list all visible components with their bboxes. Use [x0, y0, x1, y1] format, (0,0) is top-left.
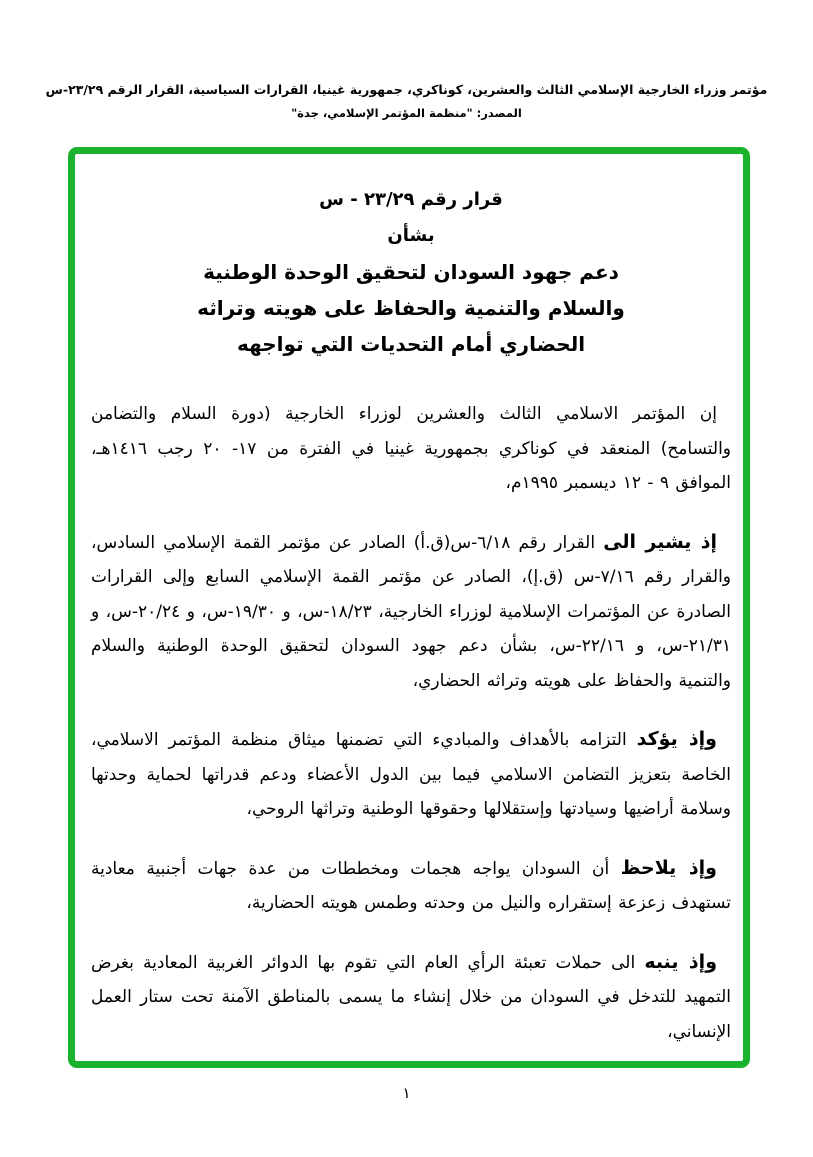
resolution-content	[75, 154, 743, 1049]
resolution-body	[91, 396, 731, 1049]
page-number: ١	[402, 1084, 411, 1102]
resolution-title-line-1: دعم جهود السودان لتحقيق الوحدة الوطنية	[203, 260, 619, 284]
resolution-title-block	[91, 182, 731, 362]
resolution-paragraph	[91, 525, 731, 699]
paragraph-lead: وإذ يؤكد	[636, 728, 717, 750]
resolution-border-box	[68, 147, 750, 1068]
resolution-paragraph	[91, 945, 731, 1050]
resolution-number-line: قرار رقم ٢٣/٢٩ - س	[319, 189, 503, 210]
paragraph-text: إن المؤتمر الاسلامي الثالث والعشرين لوزراء الخارجية (دورة السلام والتضامن والتسامح) المنعقد في كوناكري بجمهورية غينيا في الفترة من ١٧- ٢٠ رجب ١٤١٦هـ، الموافق ٩ - ١٢ ديسمبر ١٩٩٥م،	[91, 404, 731, 493]
header-citation-line: مؤتمر وزراء الخارجية الإسلامي الثالث والعشرين، كوناكري، جمهورية غينيا، القرارات السياسية، القرار الرقم ٢٣/٢٩-س	[45, 82, 768, 97]
resolution-title-line-2: والسلام والتنمية والحفاظ على هويته وتراثه	[197, 296, 625, 320]
paragraph-lead: إذ يشير الى	[603, 530, 718, 553]
paragraph-text: الى حملات تعبئة الرأي العام التي تقوم بها الدوائر الغربية المعادية بغرض التمهيد للتدخل في السودان من خلال إنشاء ما يسمى بالمناطق الآمنة تحت ستار العمل الإنساني،	[91, 952, 731, 1042]
paragraph-text: أن السودان يواجه هجمات ومخططات من عدة جهات أجنبية معادية تستهدف زعزعة إستقراره والنيل من وحدته وطمس هويته الحضارية،	[91, 858, 731, 913]
resolution-paragraph	[91, 396, 731, 501]
resolution-paragraph	[91, 722, 731, 827]
paragraph-lead: وإذ يلاحظ	[620, 856, 717, 879]
paragraph-lead: وإذ ينبه	[644, 950, 718, 973]
header-source-line: المصدر: "منظمة المؤتمر الإسلامي، جدة"	[291, 106, 522, 120]
resolution-title-line-3: الحضاري أمام التحديات التي تواجهه	[236, 332, 586, 356]
document-header	[40, 82, 773, 121]
paragraph-text: القرار رقم ٦/١٨-س(ق.أ) الصادر عن مؤتمر القمة الإسلامي السادس، والقرار رقم ٧/١٦-س (ق.إ)، الصادر عن مؤتمر القمة الإسلامي السابع وإلى القرارات الصادرة عن المؤتمرات الإسلامية لوزراء الخارجية، ١٨/٢٣-س، و ١٩/٣٠-س، و ٢٠/٢٤-س، و ٢١/٣١-س، و ٢٢/١٦-س، بشأن دعم جهود السودان لتحقيق الوحدة الوطنية والسلام والتنمية والحفاظ على هويته وتراثه الحضاري،	[91, 532, 732, 691]
resolution-paragraph	[91, 851, 731, 921]
paragraph-text: التزامه بالأهداف والمباديء التي تضمنها ميثاق منظمة المؤتمر الاسلامي، الخاصة بتعزيز التضامن الاسلامي فيما بين الدول الأعضاء ودعم قدراتها لحماية وحدتها وسلامة أراضيها وسيادتها وإستقلالها وحقوقها الوطنية وتراثها الروحي،	[91, 730, 731, 819]
resolution-subject-word: بشأن	[387, 225, 435, 246]
